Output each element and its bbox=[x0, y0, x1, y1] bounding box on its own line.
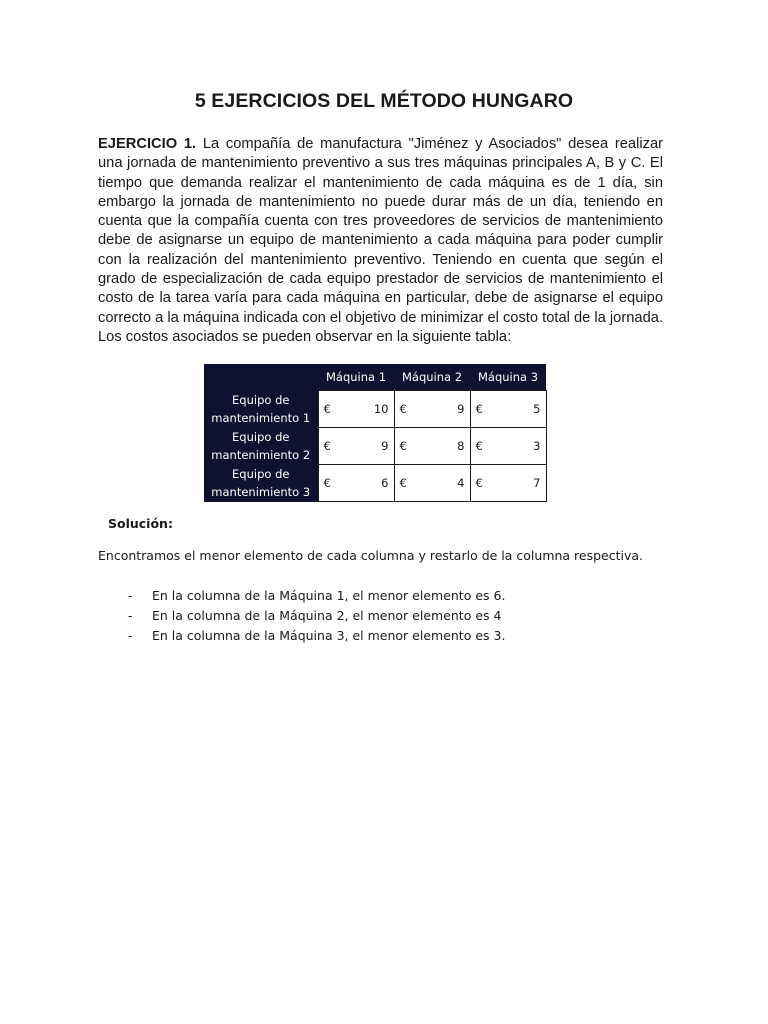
column-header-machine-2: Máquina 2 bbox=[394, 364, 470, 391]
exercise-text: La compañía de manufactura "Jiménez y Asociados" desea realizar una jornada de mantenimiento preventivo a sus tres máquinas principales A, B y C. El tiempo que demanda realizar el mantenimiento de cada máquina es de 1 día, sin embargo la jornada de mantenimiento no puede durar más de un día, teniendo en cuenta que la compañía cuenta con tres proveedores de servicios de mantenimiento debe de asignarse un equipo de mantenimiento a cada máquina para poder cumplir con la realización del mantenimiento preventivo. Teniendo en cuenta que según el grado de especialización de cada equipo prestador de servicios de mantenimiento el costo de la tarea varía para cada máquina en particular, debe de asignarse el equipo correcto a la máquina indicada con el objetivo de minimizar el costo total de la jornada. Los costos asociados se pueden observar en la siguiente tabla: bbox=[98, 136, 663, 345]
cost-table bbox=[204, 364, 547, 502]
table-cell bbox=[470, 428, 546, 465]
table-cell bbox=[318, 465, 394, 502]
solution-bullet-list bbox=[128, 586, 505, 646]
currency-symbol: € bbox=[323, 439, 331, 453]
cost-value: 10 bbox=[373, 402, 389, 416]
table-row bbox=[204, 391, 546, 428]
currency-symbol: € bbox=[399, 402, 407, 416]
cost-value: 6 bbox=[381, 476, 389, 490]
cost-value: 7 bbox=[533, 476, 541, 490]
currency-symbol: € bbox=[475, 402, 483, 416]
table-cell bbox=[470, 391, 546, 428]
cost-value: 5 bbox=[533, 402, 541, 416]
currency-symbol: € bbox=[323, 476, 331, 490]
row-header-team-1 bbox=[204, 391, 318, 428]
cost-value: 8 bbox=[457, 439, 465, 453]
row-header-line1: Equipo de bbox=[232, 393, 290, 407]
row-header-line2: mantenimiento 3 bbox=[211, 485, 311, 499]
cost-value: 9 bbox=[457, 402, 465, 416]
bullet-dash: - bbox=[128, 608, 133, 623]
bullet-dash: - bbox=[128, 628, 133, 643]
cost-value: 3 bbox=[533, 439, 541, 453]
currency-symbol: € bbox=[475, 476, 483, 490]
row-header-team-3 bbox=[204, 465, 318, 502]
table-row bbox=[204, 465, 546, 502]
table-header-row bbox=[204, 364, 546, 391]
list-item bbox=[128, 606, 505, 626]
table-corner-cell bbox=[204, 364, 318, 391]
row-header-line2: mantenimiento 2 bbox=[211, 448, 311, 462]
table-cell bbox=[394, 391, 470, 428]
list-item bbox=[128, 626, 505, 646]
solution-intro: Encontramos el menor elemento de cada columna y restarlo de la columna respectiva. bbox=[98, 548, 644, 563]
row-header-line1: Equipo de bbox=[232, 467, 290, 481]
list-item bbox=[128, 586, 505, 606]
bullet-text: En la columna de la Máquina 3, el menor elemento es 3. bbox=[152, 628, 506, 643]
document-title: 5 EJERCICIOS DEL MÉTODO HUNGARO bbox=[194, 90, 574, 112]
cost-value: 4 bbox=[457, 476, 465, 490]
solution-label: Solución: bbox=[108, 516, 173, 531]
table-cell bbox=[470, 465, 546, 502]
row-header-line2: mantenimiento 1 bbox=[211, 411, 311, 425]
currency-symbol: € bbox=[475, 439, 483, 453]
table-cell bbox=[318, 391, 394, 428]
table-cell bbox=[394, 465, 470, 502]
bullet-text: En la columna de la Máquina 2, el menor elemento es 4 bbox=[152, 608, 502, 623]
currency-symbol: € bbox=[399, 439, 407, 453]
exercise-paragraph bbox=[98, 135, 663, 347]
bullet-text: En la columna de la Máquina 1, el menor elemento es 6. bbox=[152, 588, 506, 603]
table-cell bbox=[318, 428, 394, 465]
exercise-label: EJERCICIO 1. bbox=[98, 136, 197, 152]
table-row bbox=[204, 428, 546, 465]
column-header-machine-3: Máquina 3 bbox=[470, 364, 546, 391]
currency-symbol: € bbox=[323, 402, 331, 416]
cost-value: 9 bbox=[381, 439, 389, 453]
table-cell bbox=[394, 428, 470, 465]
currency-symbol: € bbox=[399, 476, 407, 490]
bullet-dash: - bbox=[128, 588, 133, 603]
row-header-line1: Equipo de bbox=[232, 430, 290, 444]
column-header-machine-1: Máquina 1 bbox=[318, 364, 394, 391]
row-header-team-2 bbox=[204, 428, 318, 465]
